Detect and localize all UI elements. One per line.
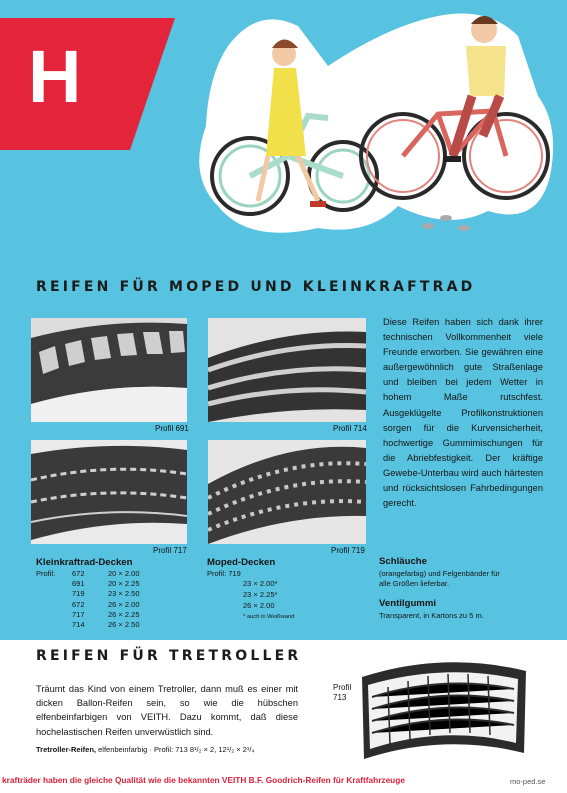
moped-section-headline: REIFEN FÜR MOPED UND KLEINKRAFTRAD [36, 279, 476, 295]
tire-label-714: Profil 714 [333, 424, 367, 433]
brand-flag [0, 18, 175, 150]
profil-label-cell [36, 610, 72, 620]
schlaeuche-text: (orangefarbig) und Felgenbänder für alle Größen lieferbar. [379, 569, 500, 588]
profil-number-cell: 717 [72, 609, 85, 619]
cyclists-illustration [188, 6, 560, 258]
profil-label-cell [36, 589, 72, 599]
footer-claim: krafträder haben die gleiche Qualität wie die bekannten VEITH B.F. Goodrich-Reifen für Kraftfahrzeuge [2, 775, 405, 785]
tretroller-spec [36, 745, 255, 754]
tire-size-cell: 26 × 2.50 [108, 620, 140, 630]
source-watermark: mo-ped.se [510, 777, 546, 786]
kleinkraftrad-sizes-table [36, 569, 140, 630]
profil-label-cell [36, 600, 72, 610]
tread-pattern-717 [31, 440, 187, 544]
ventilgummi-text: Transparent, in Kartons zu 5 m. [379, 611, 484, 620]
tire-image-719 [208, 440, 366, 544]
moped-size-2: 23 × 2.25* [243, 590, 278, 599]
tire-size-cell: 20 × 2.25 [108, 579, 140, 589]
profil-label-cell [36, 620, 72, 630]
profil-number-cell: 691 [72, 579, 85, 589]
weisswand-note: * auch in Weißwand [243, 614, 295, 620]
profil-number-cell: 719 [72, 589, 85, 599]
tire-label-717: Profil 717 [153, 546, 187, 555]
tire-size-cell: 23 × 2.50 [108, 589, 140, 599]
tretroller-spec-rest: elfenbeinfarbig · Profil: 713 8¹/₂ × 2, 12¹/₂ × 2¹/₄ [98, 745, 255, 754]
tire-image-714 [208, 318, 366, 422]
profil-label-cell: Profil: [36, 569, 56, 578]
tretroller-headline: REIFEN FÜR TRETROLLER [36, 648, 302, 664]
tire-size-cell: 26 × 2.00 [108, 599, 140, 609]
tire-size-cell: 26 × 2.25 [108, 609, 140, 619]
brand-logo-letter: H [28, 35, 82, 118]
tread-pattern-719 [208, 440, 366, 544]
tire-image-691 [31, 318, 187, 422]
profil-number-cell: 672 [72, 569, 85, 578]
kleinkraftrad-size-row [36, 569, 140, 579]
moped-profil-line: Profil: 719 [207, 569, 241, 578]
profil-label-cell [36, 579, 72, 589]
kleinkraftrad-size-row [36, 610, 140, 620]
profil-number-cell: 672 [72, 599, 85, 609]
tire-image-713 [358, 657, 530, 765]
schlaeuche-title: Schläuche [379, 556, 427, 567]
kleinkraftrad-size-row [36, 600, 140, 610]
tretroller-body: Träumt das Kind von einem Tretroller, dann muß es einer mit dicken Ballon-Reifen sein, so wie die hübschen elfenbeinfarbigen von VEITH. Dazu kommt, daß diese hochelastischen Reifen unverwüstlich sind. [36, 684, 298, 737]
kleinkraftrad-title: Kleinkraftrad-Decken [36, 557, 133, 568]
moped-size-3: 26 × 2.00 [243, 601, 275, 610]
tire-size-cell: 20 × 2.00 [108, 569, 140, 578]
kleinkraftrad-size-row [36, 589, 140, 599]
tire-label-691: Profil 691 [155, 424, 189, 433]
tread-pattern-714 [208, 318, 366, 422]
tire-label-713-line1: Profil [333, 683, 352, 692]
tire-label-713-line2: 713 [333, 692, 347, 702]
ventilgummi-title: Ventilgummi [379, 598, 437, 609]
kleinkraftrad-size-row [36, 620, 140, 630]
profil-number-cell: 714 [72, 620, 85, 630]
moped-size-1: 23 × 2.00* [243, 579, 278, 588]
tire-image-717 [31, 440, 187, 544]
moped-description: Diese Reifen haben sich dank ihrer technischen Vollkommenheit viele Freunde erworben. Sie gewähren eine außergewöhnlich gute Straßenlage und bleiben bei jedem Wetter in hohem Maße rutschfest. Ausgeklügelte Profilkonstruktionen sorgen für die Kurvensicherheit, hochwertige Gummimischungen für die Abriebfestigkeit. Der kräftige Gewebe-Unterbau wird auch härtesten und rücksichtslosen Fahrbedingungen gerecht. [383, 317, 543, 509]
kleinkraftrad-size-row [36, 579, 140, 589]
tretroller-spec-bold: Tretroller-Reifen, [36, 745, 97, 754]
tire-label-719: Profil 719 [331, 546, 365, 555]
moped-decken-title: Moped-Decken [207, 557, 276, 568]
tread-pattern-691 [31, 318, 187, 422]
tire-label-713 [333, 683, 351, 702]
